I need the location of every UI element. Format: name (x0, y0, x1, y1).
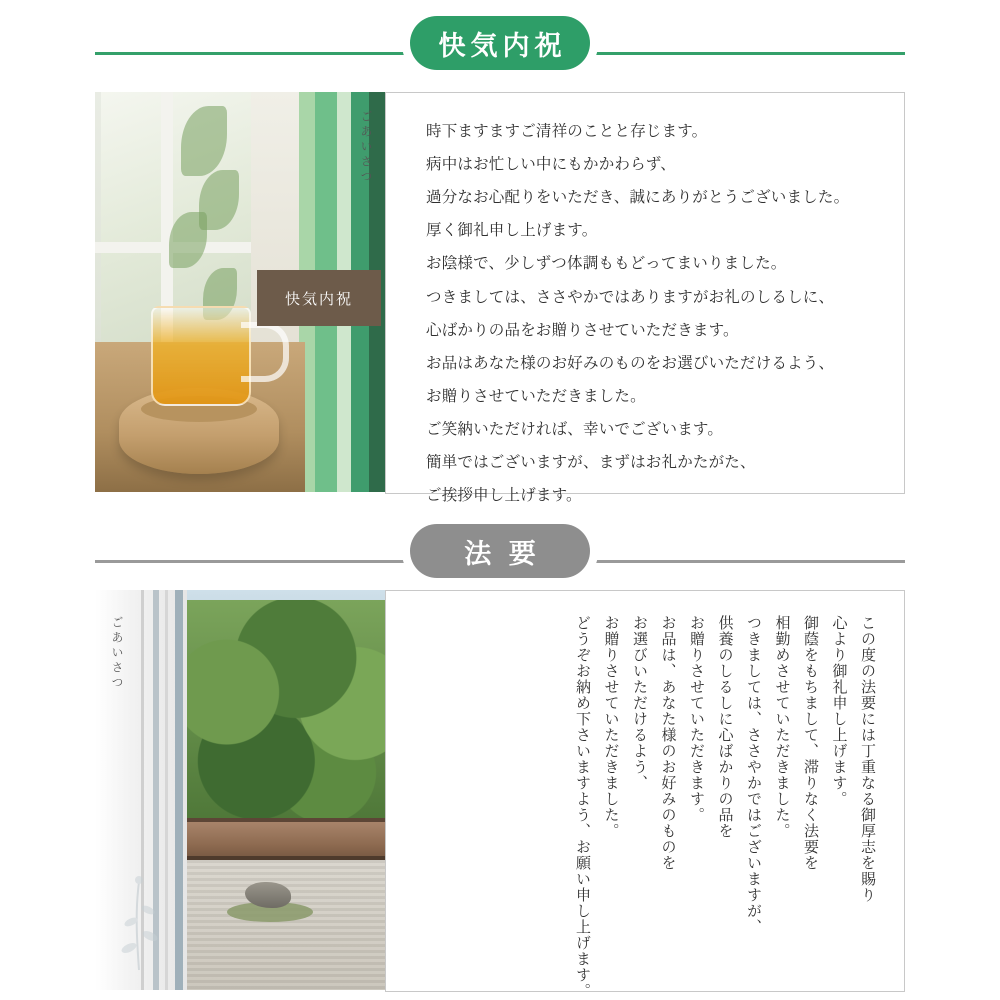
section-title-houyou: 法 要 (410, 524, 590, 578)
letter-line: この度の法要には丁重なる御厚志を賜り (859, 615, 876, 903)
letter-line: ご笑納いただければ、幸いでございます。 (426, 420, 724, 438)
letter-line: 病中はお忙しい中にもかかわらず、 (426, 156, 676, 174)
letter-line: 心より御礼申し上げます。 (830, 615, 848, 807)
letter-line: 簡単ではございますが、まずはお礼かたがた、 (426, 454, 756, 472)
letter-line: 過分なお心配りをいただき、誠にありがとうございました。 (426, 189, 850, 207)
cup-handle (241, 322, 289, 382)
letter-line: お陰様で、少しずつ体調ももどってまいりました。 (426, 255, 787, 273)
photo-kaiki (95, 92, 385, 492)
section-header-kaiki (0, 0, 1000, 84)
letter-panel-kaiki (385, 92, 905, 505)
letter-line: どうぞお納め下さいますよう、お願い申し上げます。 (574, 615, 591, 999)
photo-plaque-label: 快気内祝 (257, 270, 381, 326)
temple-wall (187, 818, 385, 864)
letter-line: お品はあなた様のお好みのものをお選びいただけるよう、 (426, 354, 835, 372)
letter-body-houyou (386, 591, 904, 999)
letter-line: お贈りさせていただきます。 (688, 615, 705, 823)
section-title-kaiki: 快気内祝 (410, 16, 590, 70)
photo-caption-houyou: ごあいさつ (110, 616, 124, 691)
panel-line (175, 590, 183, 990)
letter-line: 供養のしるしに心ばかりの品を (716, 615, 734, 839)
letter-line: つきましては、ささやかではありますがお礼のしるしに、 (426, 288, 835, 306)
letter-line: つきましては、ささやかではございますが、 (745, 615, 762, 935)
letter-line: 御蔭をもちまして、滞りなく法要を (802, 615, 819, 871)
sprig-icon (109, 852, 169, 972)
letter-line: ご挨拶申し上げます。 (426, 487, 582, 505)
letter-line: お選びいただけるよう、 (631, 615, 648, 791)
letter-line: お贈りさせていただきました。 (426, 387, 646, 405)
glass-cup (151, 306, 251, 406)
letter-body-kaiki (386, 93, 904, 505)
garden-photo (187, 590, 385, 990)
letter-line: 時下ますますご清祥のことと存じます。 (426, 123, 708, 140)
letter-panel-houyou (385, 590, 905, 999)
section-body-houyou (95, 590, 905, 999)
letter-line: 厚く御礼申し上げます。 (426, 222, 598, 240)
photo-caption-kaiki: ごあいさつ (359, 110, 373, 185)
section-header-houyou (0, 508, 1000, 592)
letter-line: お品は、あなた様のお好みのものを (659, 615, 677, 871)
letter-line: 心ばかりの品をお贈りさせていただきます。 (426, 321, 739, 339)
photo-houyou (95, 590, 385, 990)
section-body-kaiki (95, 92, 905, 505)
letter-line: お贈りさせていただきました。 (602, 615, 620, 839)
gravel-garden (187, 860, 385, 990)
letter-line: 相勤めさせていただきました。 (773, 615, 791, 839)
trees (187, 600, 385, 830)
